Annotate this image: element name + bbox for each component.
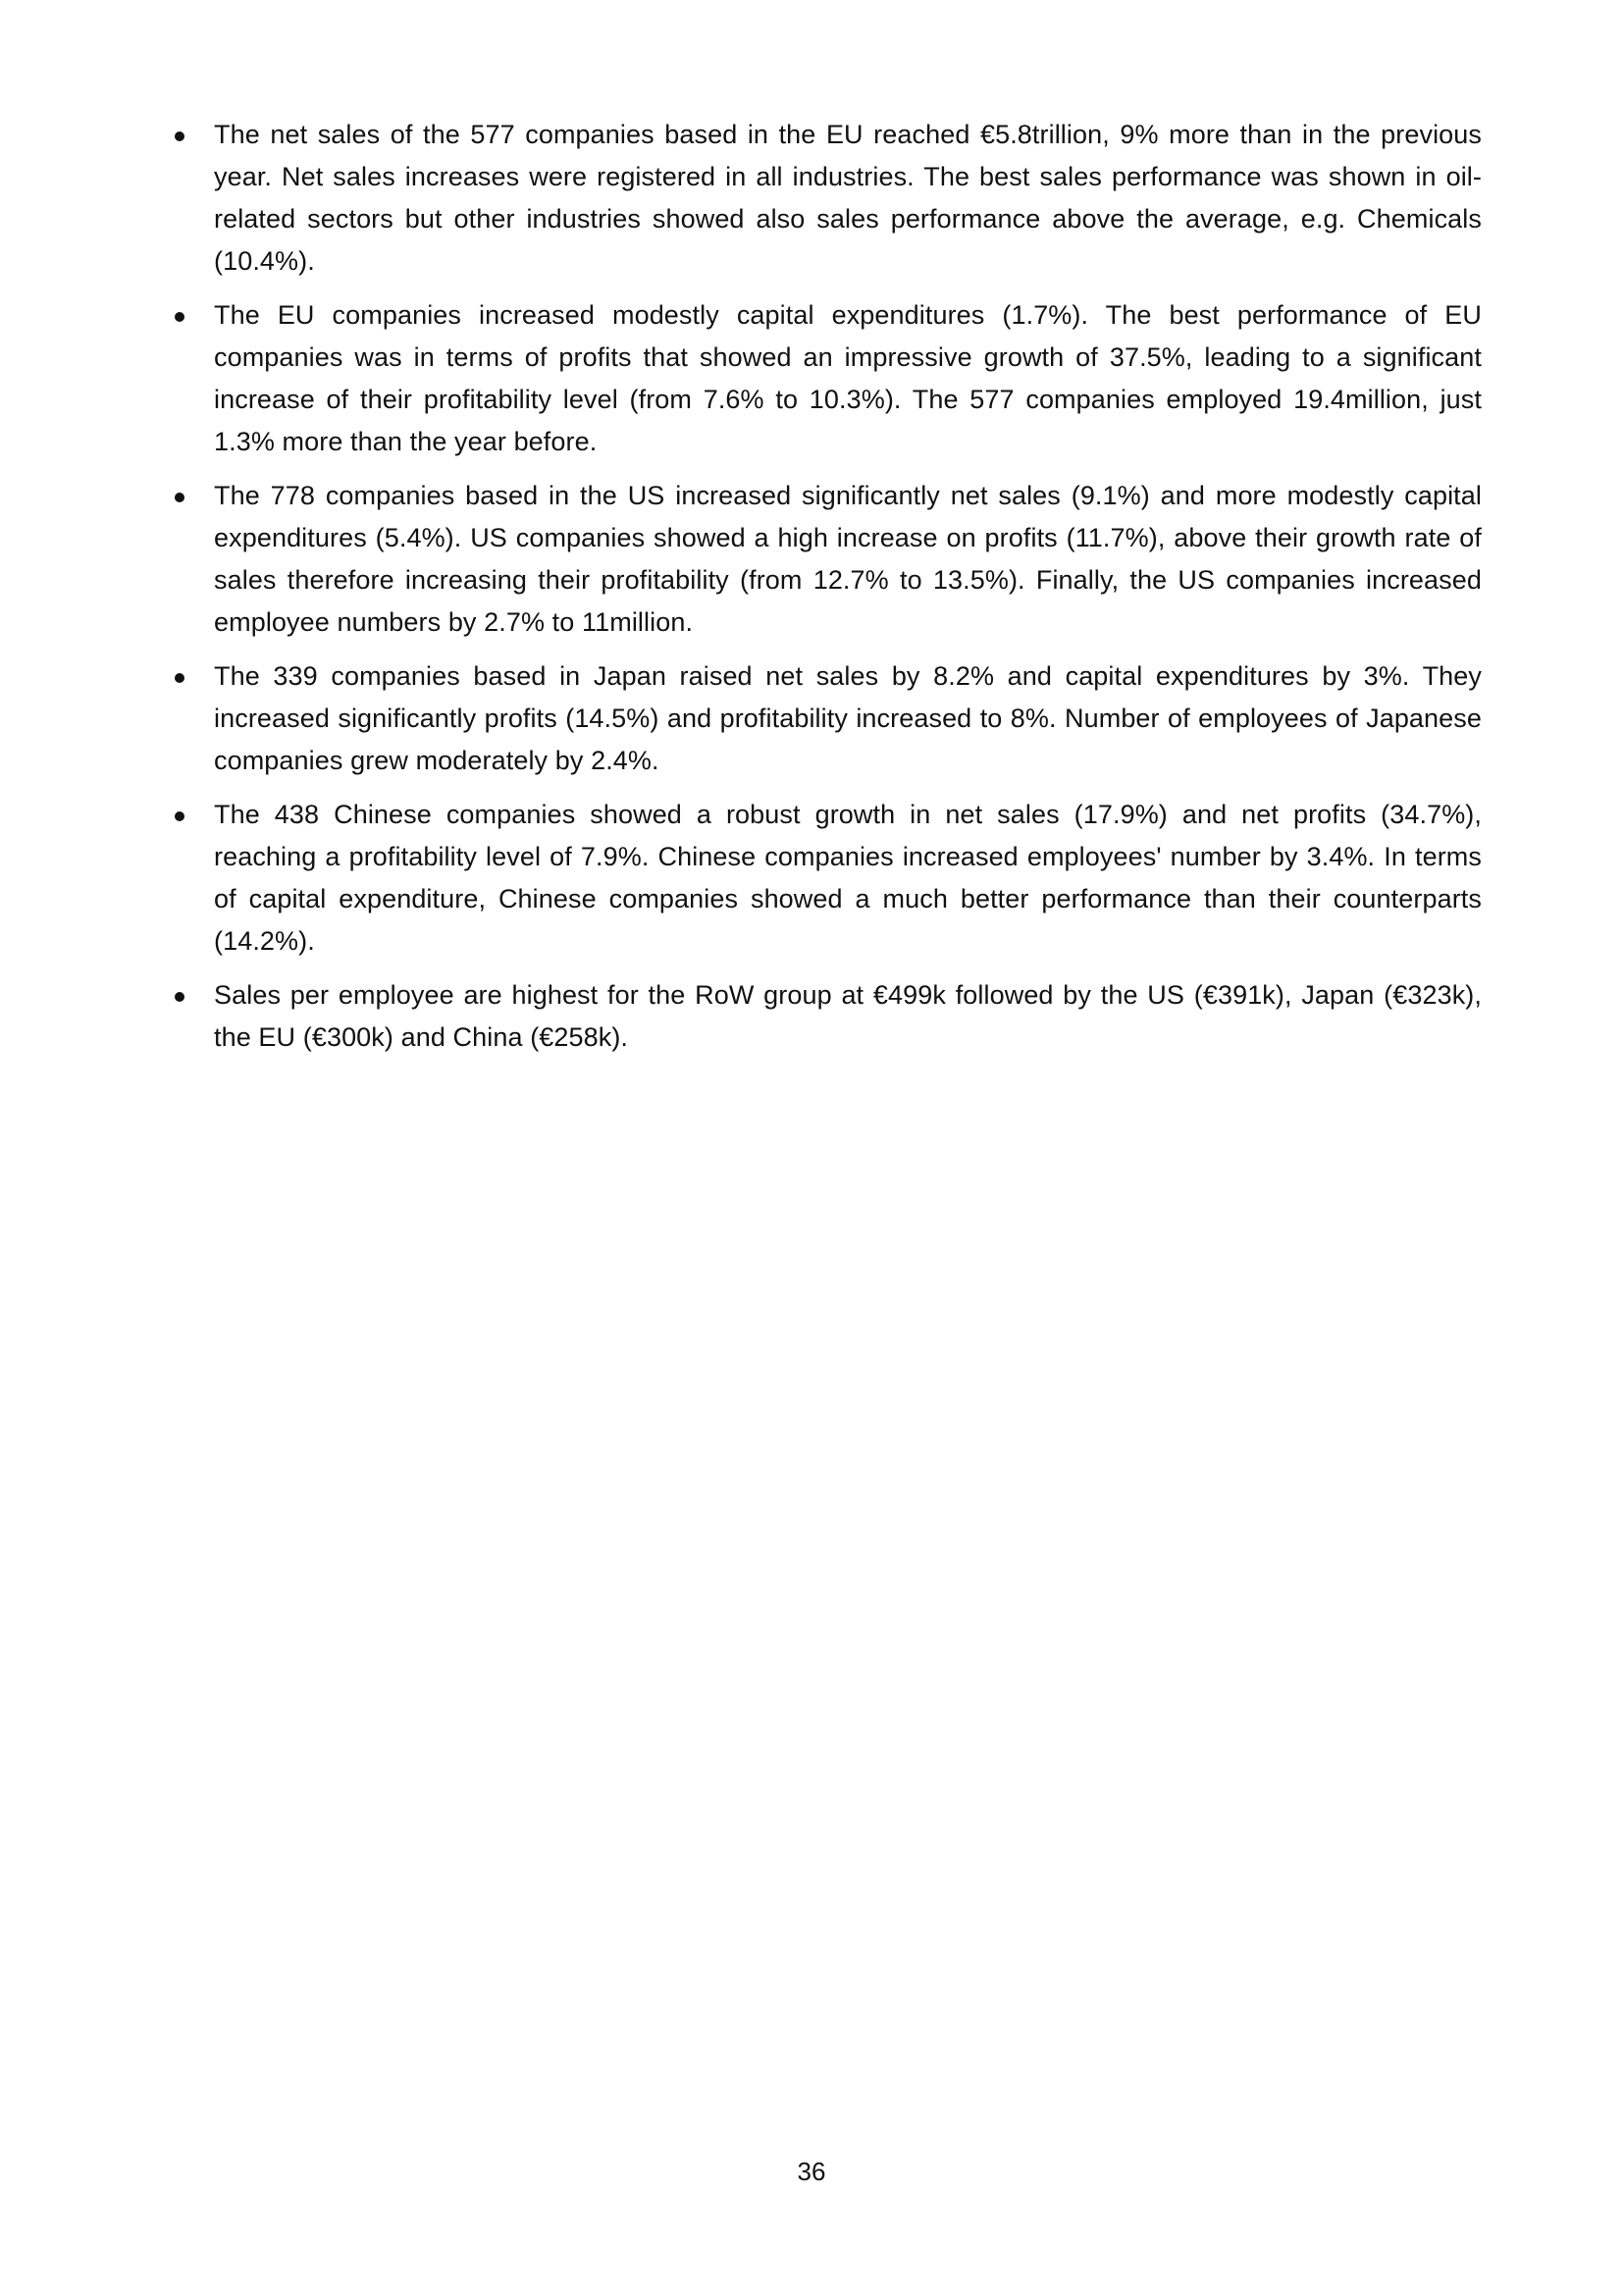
list-item xyxy=(167,794,1482,963)
bullet-text: The 438 Chinese companies showed a robust growth in net sales (17.9%) and net profits (34.7%), reaching a profitability level of 7.9%. Chinese companies increased employees' number by 3.4%. In terms of capital expenditure, Chinese companies showed a much better performance than their counterparts (14.2%). xyxy=(214,800,1482,956)
bullet-icon xyxy=(175,992,184,1002)
list-item xyxy=(167,475,1482,644)
bullet-icon xyxy=(175,673,184,683)
bullet-text: Sales per employee are highest for the RoW group at €499k followed by the US (€391k), Japan (€323k), the EU (€300k) and China (€258k). xyxy=(214,980,1482,1052)
bullet-list xyxy=(167,114,1482,1070)
bullet-text: The 778 companies based in the US increased significantly net sales (9.1%) and more modestly capital expenditures (5.4%). US companies showed a high increase on profits (11.7%), above their growth rate of sales therefore increasing their profitability (from 12.7% to 13.5%). Finally, the US companies increased employee numbers by 2.7% to 11million. xyxy=(214,481,1482,637)
bullet-text: The net sales of the 577 companies based in the EU reached €5.8trillion, 9% more than in the previous year. Net sales increases were registered in all industries. The best sales performance was shown in oil-related sectors but other industries showed also sales performance above the average, e.g. Chemicals (10.4%). xyxy=(214,120,1482,276)
bullet-text: The 339 companies based in Japan raised net sales by 8.2% and capital expenditures by 3%. They increased significantly profits (14.5%) and profitability increased to 8%. Number of employees of Japanese companies grew moderately by 2.4%. xyxy=(214,661,1482,775)
bullet-icon xyxy=(175,312,184,322)
list-item xyxy=(167,655,1482,782)
list-item xyxy=(167,114,1482,283)
list-item xyxy=(167,294,1482,463)
bullet-icon xyxy=(175,811,184,821)
list-item xyxy=(167,974,1482,1059)
bullet-icon xyxy=(175,131,184,141)
bullet-icon xyxy=(175,493,184,502)
bullet-text: The EU companies increased modestly capital expenditures (1.7%). The best performance of EU companies was in terms of profits that showed an impressive growth of 37.5%, leading to a significant increase of their profitability level (from 7.6% to 10.3%). The 577 companies employed 19.4million, just 1.3% more than the year before. xyxy=(214,300,1482,456)
page-number: 36 xyxy=(797,2157,826,2186)
